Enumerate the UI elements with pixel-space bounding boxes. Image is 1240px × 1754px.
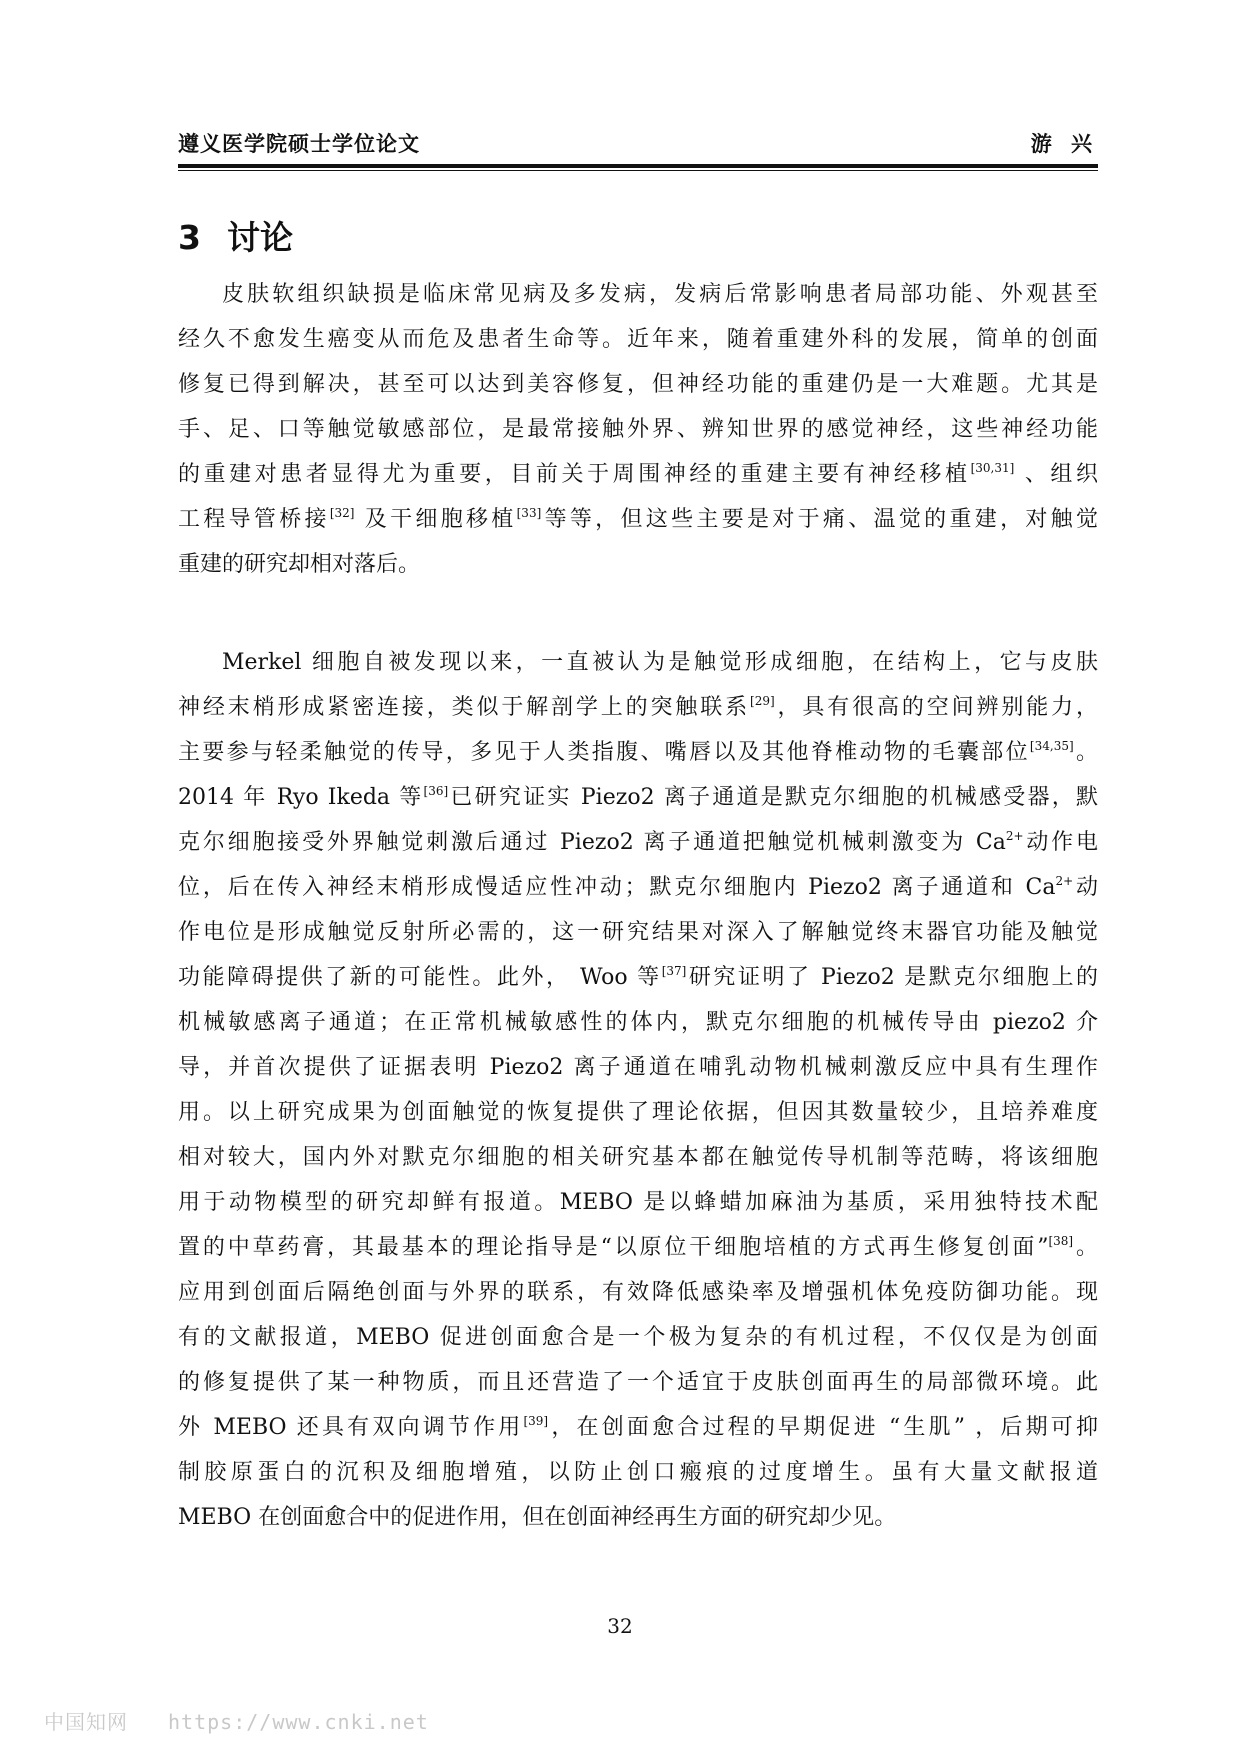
paragraph-line	[178, 1360, 1098, 1405]
text-run: 神经末梢形成紧密连接，类似于解剖学上的突触联系	[178, 695, 751, 720]
watermark-logo-text: 中国知网	[44, 1710, 128, 1734]
text-run: 位，后在传入神经末梢形成慢适应性冲动；默克尔细胞内 Piezo2 离子通道和 Ca	[178, 875, 1056, 900]
author-name-header: 游 兴	[1030, 131, 1098, 156]
text-run: ，具有很高的空间辨别能力，	[774, 695, 1098, 720]
paragraph-line	[178, 1135, 1098, 1180]
text-run: 作电位是形成触觉反射所必需的，这一研究结果对深入了解触觉终末器官功能及触觉	[178, 920, 1098, 945]
paragraph-line	[178, 1495, 1098, 1540]
text-run: 已研究证实 Piezo2 离子通道是默克尔细胞的机械感受器，默	[448, 785, 1098, 810]
paragraph-line	[178, 272, 1098, 317]
text-run: 、组织	[1014, 462, 1098, 487]
citation-superscript: 2+	[1055, 874, 1074, 888]
paragraph-line	[178, 1270, 1098, 1315]
header-rule-thick	[178, 164, 1098, 168]
text-run: 重建的研究却相对落后。	[178, 552, 421, 577]
paragraph-line	[178, 865, 1098, 910]
text-run: 2014 年 Ryo Ikeda 等	[178, 785, 424, 810]
text-run: 机械敏感离子通道；在正常机械敏感性的体内，默克尔细胞的机械传导由 piezo2 介	[178, 1010, 1098, 1035]
citation-superscript: [37]	[661, 964, 687, 978]
text-run: MEBO 在创面愈合中的促进作用，但在创面神经再生方面的研究却少见。	[178, 1505, 897, 1530]
paragraph-line	[178, 452, 1098, 497]
text-run: 的修复提供了某一种物质，而且还营造了一个适宜于皮肤创面再生的局部微环境。此	[178, 1370, 1098, 1395]
text-run: 。	[1073, 1235, 1098, 1260]
text-run: 修复已得到解决，甚至可以达到美容修复，但神经功能的重建仍是一大难题。尤其是	[178, 372, 1098, 397]
watermark-url: https://www.cnki.net	[168, 1710, 429, 1734]
text-run: 主要参与轻柔触觉的传导，多见于人类指腹、嘴唇以及其他脊椎动物的毛囊部位	[178, 740, 1030, 765]
running-header	[178, 128, 1098, 162]
text-run: 应用到创面后隔绝创面与外界的联系，有效降低感染率及增强机体免疫防御功能。现	[178, 1280, 1098, 1305]
citation-superscript: [32]	[329, 506, 355, 520]
paragraph-line	[178, 1180, 1098, 1225]
thesis-title-header: 遵义医学院硕士学位论文	[178, 131, 420, 156]
text-run: 导，并首次提供了证据表明 Piezo2 离子通道在哺乳动物机械刺激反应中具有生理作	[178, 1055, 1098, 1080]
text-run: ，在创面愈合过程的早期促进 “生肌” ，后期可抑	[548, 1415, 1099, 1440]
watermark	[44, 1706, 429, 1735]
text-run: 皮肤软组织缺损是临床常见病及多发病，发病后常影响患者局部功能、外观甚至	[222, 282, 1098, 307]
text-run: 功能障碍提供了新的可能性。此外， Woo 等	[178, 965, 662, 990]
text-run: 及干细胞移植	[354, 507, 517, 532]
text-run: 工程导管桥接	[178, 507, 330, 532]
paragraph-line	[178, 685, 1098, 730]
citation-superscript: [34,35]	[1029, 739, 1074, 753]
paragraph-line	[178, 317, 1098, 362]
citation-superscript: [30,31]	[970, 461, 1015, 475]
page-number: 32	[607, 1614, 633, 1638]
paragraph-line	[178, 407, 1098, 452]
header-rule-thin	[178, 170, 1098, 171]
text-run: 用于动物模型的研究却鲜有报道。MEBO 是以蜂蜡加麻油为基质，采用独特技术配	[178, 1190, 1098, 1215]
paragraph-line	[178, 497, 1098, 542]
paragraph-line	[178, 1450, 1098, 1495]
text-run: 外 MEBO 还具有双向调节作用	[178, 1415, 524, 1440]
citation-superscript: [36]	[423, 784, 449, 798]
text-run: 动作电	[1023, 830, 1098, 855]
paragraph-line	[178, 1405, 1098, 1450]
paragraph-line	[178, 640, 1098, 685]
paragraph-line	[178, 730, 1098, 775]
paragraph-line	[178, 775, 1098, 820]
citation-superscript: [33]	[516, 506, 542, 520]
section-number: 3	[178, 218, 201, 257]
paragraph-line	[178, 1090, 1098, 1135]
text-run: 的重建对患者显得尤为重要，目前关于周围神经的重建主要有神经移植	[178, 462, 971, 487]
text-run: 克尔细胞接受外界触觉刺激后通过 Piezo2 离子通道把触觉机械刺激变为 Ca	[178, 830, 1006, 855]
citation-superscript: [38]	[1048, 1234, 1074, 1248]
text-run: 经久不愈发生癌变从而危及患者生命等。近年来，随着重建外科的发展，简单的创面	[178, 327, 1098, 352]
text-run: 研究证明了 Piezo2 是默克尔细胞上的	[686, 965, 1098, 990]
section-heading	[178, 212, 293, 259]
paragraph-line	[178, 820, 1098, 865]
text-run: 制胶原蛋白的沉积及细胞增殖，以防止创口瘢痕的过度增生。虽有大量文献报道	[178, 1460, 1098, 1485]
text-run: Merkel 细胞自被发现以来，一直被认为是触觉形成细胞，在结构上，它与皮肤	[222, 650, 1098, 675]
paragraph-1	[178, 272, 1098, 587]
text-run: 相对较大，国内外对默克尔细胞的相关研究基本都在触觉传导机制等范畴，将该细胞	[178, 1145, 1098, 1170]
text-run: 等等，但这些主要是对于痛、温觉的重建，对触觉	[541, 507, 1098, 532]
text-run: 有的文献报道，MEBO 促进创面愈合是一个极为复杂的有机过程，不仅仅是为创面	[178, 1325, 1098, 1350]
citation-superscript: [29]	[750, 694, 775, 708]
text-run: 置的中草药膏，其最基本的理论指导是“以原位干细胞培植的方式再生修复创面”	[178, 1235, 1049, 1260]
paragraph-line	[178, 1225, 1098, 1270]
paragraph-line	[178, 1000, 1098, 1045]
section-title: 讨论	[226, 218, 293, 257]
paragraph-line	[178, 910, 1098, 955]
text-run: 用。以上研究成果为创面触觉的恢复提供了理论依据，但因其数量较少，且培养难度	[178, 1100, 1098, 1125]
paragraph-2	[178, 640, 1098, 1540]
paragraph-line	[178, 955, 1098, 1000]
text-run: 。	[1073, 740, 1098, 765]
citation-superscript: 2+	[1005, 829, 1024, 843]
paragraph-line	[178, 1315, 1098, 1360]
paragraph-line	[178, 542, 1098, 587]
paragraph-line	[178, 362, 1098, 407]
text-run: 动	[1073, 875, 1098, 900]
paragraph-line	[178, 1045, 1098, 1090]
citation-superscript: [39]	[523, 1414, 549, 1428]
text-run: 手、足、口等触觉敏感部位，是最常接触外界、辨知世界的感觉神经，这些神经功能	[178, 417, 1098, 442]
